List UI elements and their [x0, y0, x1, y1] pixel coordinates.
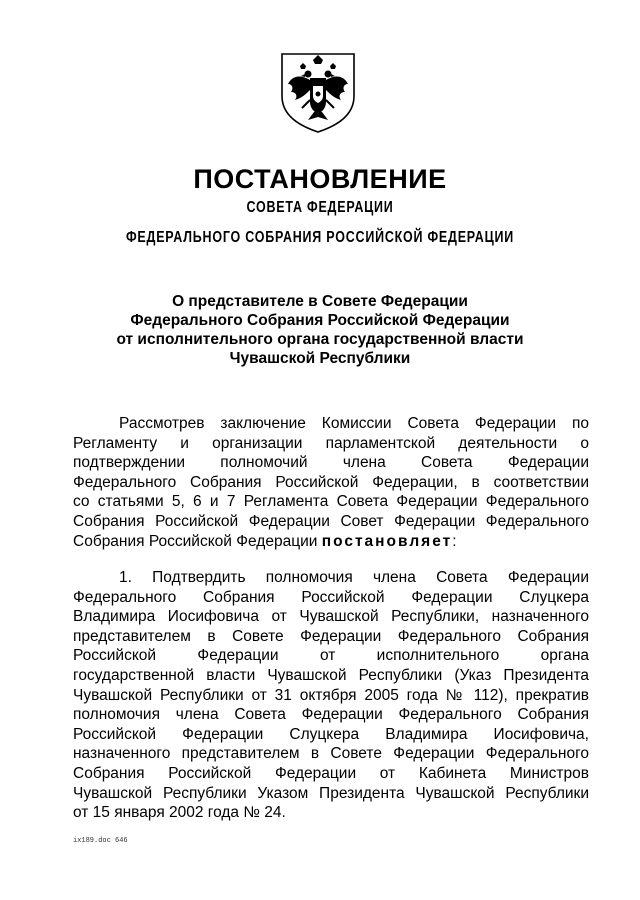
paragraph-line: от 15 января 2002 года № 24. — [73, 804, 286, 822]
heading-line: от исполнительного органа государственной власти — [116, 331, 524, 348]
paragraph-line — [73, 532, 589, 552]
paragraph-punctuation: : — [452, 532, 457, 550]
coat-of-arms-icon — [276, 50, 360, 134]
heading-line: Чувашской Республики — [229, 350, 411, 367]
document-subtitle-2: ФЕДЕРАЛЬНОГО СОБРАНИЯ РОССИЙСКОЙ ФЕДЕРАЦИИ — [125, 229, 515, 246]
paragraph-item-1 — [73, 568, 589, 823]
paragraph-line: Российской Федерации Слуцкера Владимира Иосифовича, — [73, 725, 589, 743]
paragraph-text: Собрания Российской Федерации — [73, 532, 318, 550]
paragraph-line: Владимира Иосифовича от Чувашской Республики, назначенного — [73, 608, 589, 626]
paragraph-line: Российской Федерации от исполнительного органа — [73, 647, 589, 665]
paragraph-line: 1. Подтвердить полномочия члена Совета Федерации — [119, 569, 589, 586]
paragraph-line: полномочия члена Совета Федерации Федерального Собрания — [73, 706, 589, 724]
paragraph-preamble — [73, 414, 589, 551]
heading-line: Федерального Собрания Российской Федерации — [130, 312, 510, 329]
resolution-heading — [0, 292, 640, 368]
paragraph-line: представителем в Совете Федерации Федерального Собрания — [73, 627, 589, 645]
paragraph-line: Чувашской Республики от 31 октября 2005 года № 112), прекратив — [73, 686, 589, 704]
paragraph-line: Собрания Российской Федерации от Кабинета Министров — [73, 764, 589, 782]
paragraph-line: Регламенту и организации парламентской деятельности о — [73, 434, 589, 452]
resolves-keyword: постановляет — [321, 532, 453, 550]
paragraph-line: подтверждении полномочий члена Совета Федерации — [73, 454, 589, 472]
paragraph-line: Рассмотрев заключение Комиссии Совета Федерации по — [119, 415, 589, 432]
paragraph-line: со статьями 5, 6 и 7 Регламента Совета Федерации Федерального — [73, 493, 589, 511]
heading-line: О представителе в Совете Федерации — [172, 293, 468, 310]
document-title: ПОСТАНОВЛЕНИЕ — [193, 164, 447, 194]
paragraph-line: Собрания Российской Федерации Совет Федерации Федерального — [73, 512, 589, 530]
paragraph-line: Федерального Собрания Российской Федерации Слуцкера — [73, 588, 589, 606]
paragraph-line: назначенного представителем в Совете Федерации Федерального — [73, 745, 589, 763]
file-reference: ix189.doc 646 — [73, 837, 128, 845]
paragraph-line: Федерального Собрания Российской Федерации, в соответствии — [73, 473, 589, 491]
paragraph-line: государственной власти Чувашской Республики (Указ Президента — [73, 666, 589, 684]
document-subtitle-1: СОВЕТА ФЕДЕРАЦИИ — [246, 199, 394, 216]
paragraph-line: Чувашской Республики Указом Президента Чувашской Республики — [73, 784, 589, 802]
